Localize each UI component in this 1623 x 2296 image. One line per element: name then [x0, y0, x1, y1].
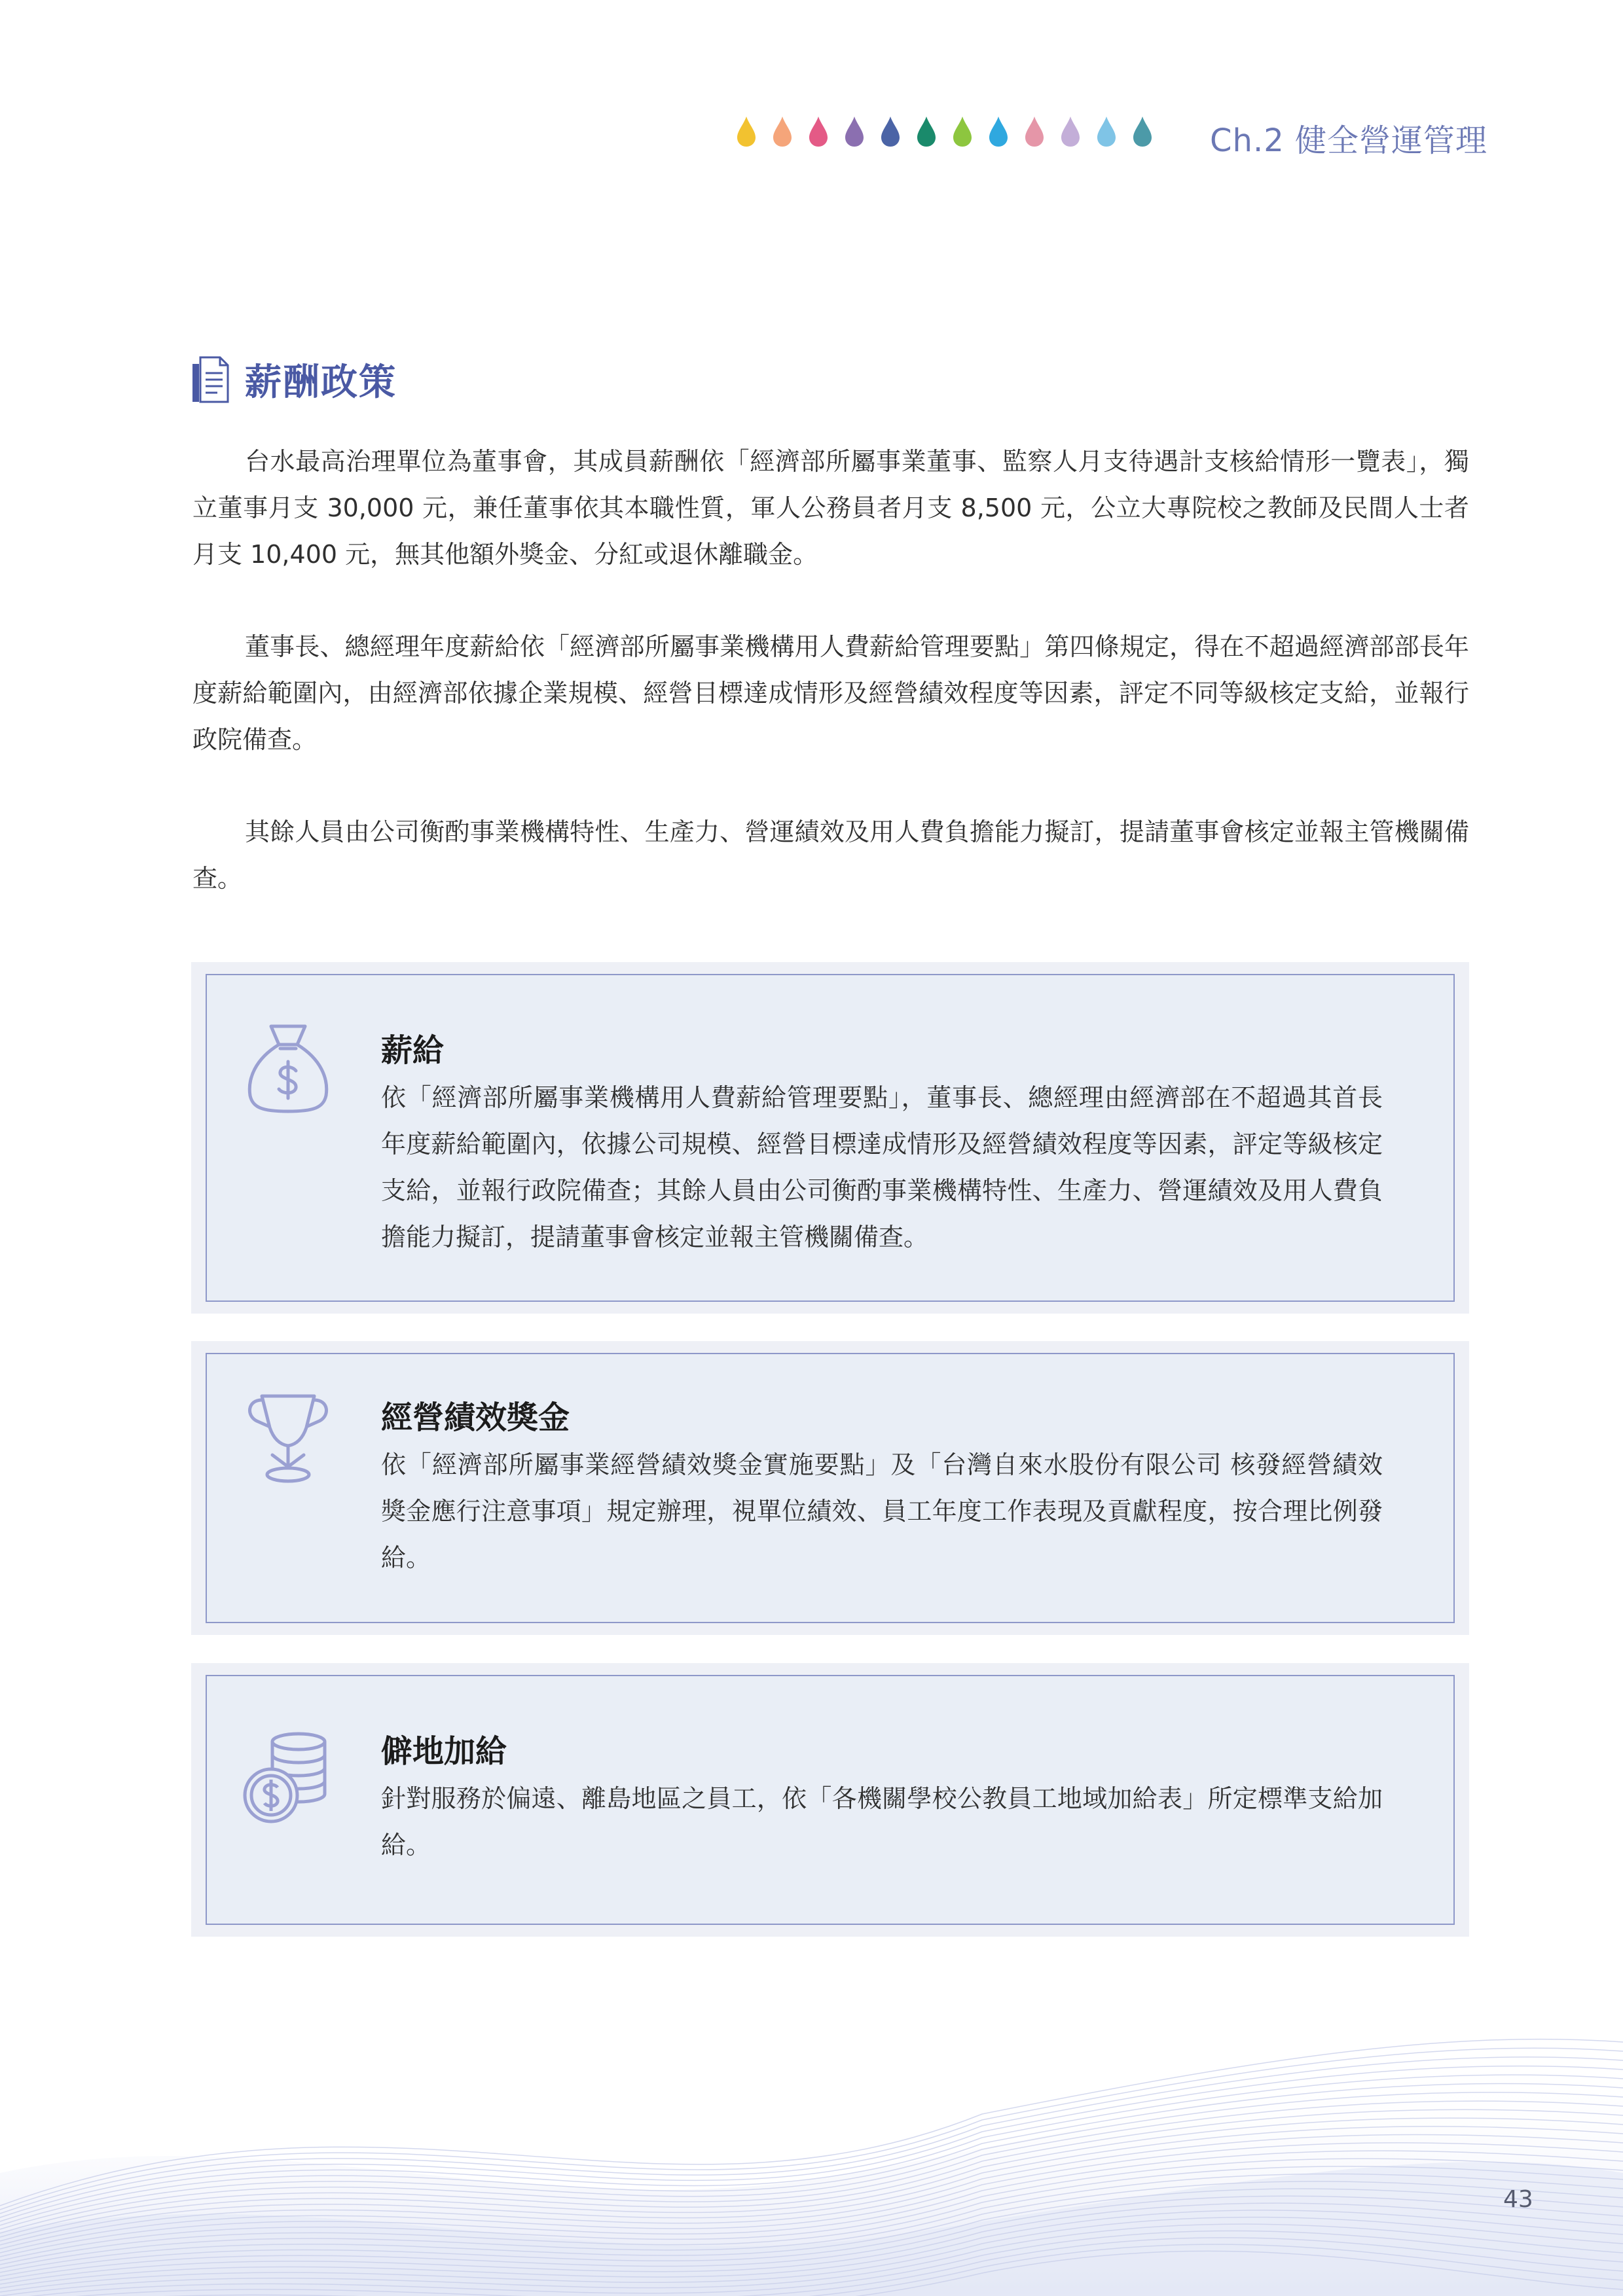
trophy-icon — [242, 1390, 334, 1488]
coin-stack-icon — [242, 1727, 334, 1825]
paragraph-staff-compensation: 其餘人員由公司衡酌事業機構特性、生產力、營運績效及用人費負擔能力擬訂，提請董事會核定並報主管機關備查。 — [192, 817, 1469, 893]
water-drop-icon — [737, 117, 756, 147]
water-drop-icon — [953, 117, 972, 147]
decorative-drops — [737, 117, 1152, 147]
water-drop-icon — [917, 117, 936, 147]
water-drop-icon — [1133, 117, 1152, 147]
water-drop-icon — [1025, 117, 1044, 147]
card-title: 僻地加給 — [381, 1733, 507, 1770]
paragraph-board-compensation: 台水最高治理單位為董事會，其成員薪酬依「經濟部所屬事業董事、監察人月支待遇計支核給情形一覽表」，獨立董事月支 30,000 元，兼任董事依其本職性質，軍人公務員者月支 8,500 元，公立大專院校之教師及民間人士者月支 10,400 元，無其他額外獎金、分紅或退休離職金。 — [192, 447, 1469, 569]
card-salary — [191, 962, 1469, 1314]
card-title: 經營績效獎金 — [381, 1399, 570, 1436]
water-drop-icon — [989, 117, 1008, 147]
card-text: 依「經濟部所屬事業經營績效獎金實施要點」及「台灣自來水股份有限公司 核發經營績效獎金應行注意事項」規定辦理，視單位績效、員工年度工作表現及貢獻程度，按合理比例發給。 — [381, 1450, 1383, 1572]
water-drop-icon — [881, 117, 900, 147]
water-drop-icon — [1061, 117, 1080, 147]
water-drop-icon — [809, 117, 828, 147]
water-drop-icon — [773, 117, 792, 147]
section-heading — [191, 353, 397, 406]
page-number: 43 — [1503, 2186, 1533, 2213]
money-bag-icon — [242, 1020, 334, 1118]
chapter-title: Ch.2 健全營運管理 — [1210, 122, 1487, 159]
paragraph-executive-compensation: 董事長、總經理年度薪給依「經濟部所屬事業機構用人費薪給管理要點」第四條規定，得在不超過經濟部部長年度薪給範圍內，由經濟部依據企業規模、經營目標達成情形及經營績效程度等因素，評定不同等級核定支給，並報行政院備查。 — [192, 632, 1469, 754]
page-header — [0, 111, 1623, 164]
water-drop-icon — [845, 117, 864, 147]
card-text: 依「經濟部所屬事業機構用人費薪給管理要點」，董事長、總經理由經濟部在不超過其首長年度薪給範圍內，依據公司規模、經營目標達成情形及經營績效程度等因素，評定等級核定支給，並報行政院備查；其餘人員由公司衡酌事業機構特性、生產力、營運績效及用人費負擔能力擬訂，提請董事會核定並報主管機關備查。 — [381, 1083, 1383, 1251]
water-drop-icon — [1097, 117, 1116, 147]
card-title: 薪給 — [381, 1032, 445, 1069]
card-performance-bonus — [191, 1341, 1469, 1635]
document-icon — [191, 356, 229, 403]
section-title: 薪酬政策 — [245, 361, 397, 404]
decorative-waves — [0, 1865, 1623, 2296]
card-text: 針對服務於偏遠、離島地區之員工，依「各機關學校公教員工地域加給表」所定標準支給加給。 — [381, 1784, 1383, 1859]
